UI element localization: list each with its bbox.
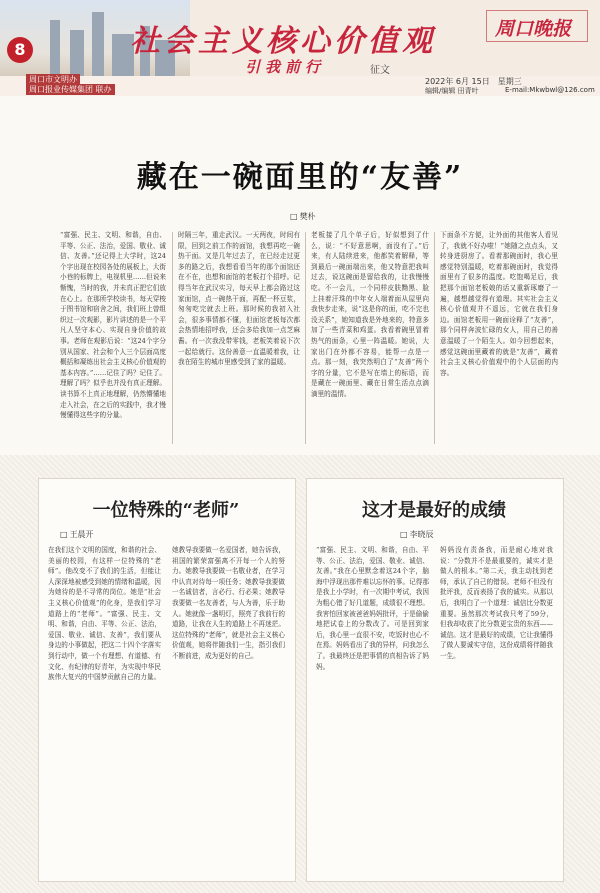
right-article-column-1: “富强、民主、文明、和谐，自由、平等、公正、法治，爱国、敬业、诚信、友善。”我在心里默念着这24个字，脑海中浮现出那件难以忘怀的事。记得那是我上小学时，有一次期中考试，我因为粗心错了好几道题，成绩很不理想。我害怕回家被爸爸妈妈批评，于是偷偷地把试卷上的分数改了。可是回到家后，我心里一直很不安，吃饭时也心不在焉。妈妈看出了我的异样，问我怎么了。我最终还是把事情的真相告诉了妈妈。 [316, 546, 429, 671]
column-title: 社会主义核心价值观 [130, 24, 436, 59]
issue-date: 2022年 6月 15日 星期三 [425, 77, 522, 86]
main-article-column-3: 老板接了几个单子后，好似想到了什么，说：“不好意思啊，面没有了。”后来，有人陆续进来，他都笑着解释，等到最后一碗面端出来，他又特意把我叫过去，说这碗面是留给我的，让我慢慢吃。不一会儿，一个同样皮肤黝黑、脸上挂着汗珠的中年女人端着面从屋里向我快步走来，说“这是你的面，吃不完也没关系”，她知道我是外地来的，特意多加了一些青菜和鸡蛋。我看着碗里冒着热气的面条，心里一阵温暖。她说，大家出门在外都不容易，能帮一点是一点。那一刻，我突然明白了“友善”两个字的分量，它不是写在墙上的标语，而是藏在一碗面里、藏在日常生活点点滴滴里的温情。 [311, 231, 429, 398]
right-article-title: 这才是最好的成绩 [362, 500, 506, 521]
page-header [0, 0, 600, 96]
photo-caption-1: 周口市文明办 [26, 74, 80, 85]
column-author: 征文 [370, 65, 390, 76]
photo-caption-2: 周口报业传媒集团 联办 [26, 84, 115, 95]
column-subtitle: 引我前行 [245, 58, 326, 76]
main-article-column-4: 下面条不方便，让外面的其他客人看见了，我就不好办啦！”她随之点点头，又转身进厨房了。看着那碗面时，我心里感觉特别温暖，吃着那碗面时，我觉得面里有了很多的温度。吃饱喝足后，我把那个面馆老板娘的话又重新琢磨了一遍，越想越觉得有道理。其实社会主义核心价值观并不遥远，它就在我们身边。面馆老板用一碗面诠释了“友善”，那个同样奔波忙碌的女人，用自己的善意温暖了一个陌生人。如今回想起来，感觉这碗面里藏着的就是“友善”，藏着社会主义核心价值观中的个人层面的内容。 [440, 231, 558, 377]
newspaper-logo: 周口晚报 [495, 18, 572, 40]
column-divider [172, 232, 173, 444]
main-article-byline: □ 樊朴 [290, 211, 316, 222]
column-divider [434, 232, 435, 444]
right-article-byline: □ 李晓辰 [400, 529, 434, 540]
main-article-title: 藏在一碗面里的“友善” [136, 160, 464, 195]
editors-line: 编辑/编辑 田青叶 [425, 87, 479, 95]
left-article-byline: □ 王晨开 [60, 529, 94, 540]
right-article-column-2: 妈妈没有责备我，而是耐心地对我说：“分数并不是最重要的，诚实才是做人的根本。”第二天，我主动找到老师，承认了自己的错误。老师不但没有批评我，反而表扬了我的诚实。从那以后，我明白了一个道理：诚信比分数更重要。虽然那次考试我只考了59分，但我却收获了比分数更宝贵的东西——诚信。这才是最好的成绩，它让我懂得了做人要诚实守信，这份成绩将伴随我一生。 [440, 546, 553, 660]
main-article-column-2: 时隔三年，重走武汉。一天两夜，时间有限，回到之前工作的面馆，我想再吃一碗热干面。又是几年过去了，在已经走过更多的路之后，我想看看当年的那个面馆还在不在，也想和面馆的老板打个招呼。记得当年在武汉实习，每天早上都会路过这家面馆，点一碗热干面，再配一杯豆浆，匆匆吃完就去上班。那时候的我初入社会，很多事情都不懂，但面馆老板每次都会热情地招呼我，还会多给我加一点芝麻酱。有一次我没带零钱，老板笑着说下次一起给就行。这份善意一直温暖着我，让我在陌生的城市里感受到了家的温暖。 [178, 231, 300, 367]
left-article-column-1: 在我们这个文明的国度，和谐的社会、美丽的校园，有这样一位特殊的“老师”。他改变不了我们的生活，但能让人深深地被感受到她的情绪和温暖，因为她待的是不寻常的岗位。她是“社会主义核心价值观”的化身，是我们学习道路上的“老师”。“富强、民主、文明、和谐，自由、平等、公正、法治，爱国、敬业、诚信、友善”，我们要从身边的小事做起，把这二十四个字落实到行动中，做一个有理想、有道德、有文化、有纪律的好青年，为实现中华民族伟大复兴的中国梦贡献自己的力量。 [48, 546, 161, 682]
page-number: 8 [7, 37, 33, 63]
left-article-title: 一位特殊的“老师” [92, 500, 240, 521]
left-article-column-2: 她教导我要做一名爱国者，她告诉我，祖国的繁荣富强离不开每一个人的努力。她教导我要做一名敬业者，在学习中认真对待每一项任务；她教导我要做一名诚信者，言必行、行必果；她教导我要做一名友善者，与人为善，乐于助人。她就像一盏明灯，照亮了我前行的道路，让我在人生的道路上不再迷茫。这位特殊的“老师”，就是社会主义核心价值观，她将伴随我们一生，指引我们不断前进，成为更好的自己。 [172, 546, 285, 660]
column-divider [305, 232, 306, 444]
main-article-column-1: “富强、民主、文明、和谐，自由、平等、公正、法治，爱国、敬业、诚信、友善。”还记得上大学时，这24个字出现在校园各处的展板上，大街小巷的标牌上，电视机里……但说来惭愧，当时的我，并未真正把它们放在心上。在那所学校读书，每天穿梭于图书馆和宿舍之间，我们班上曾组织过一次观影，影片讲述的是一个平凡人坚守本心、实现自身价值的故事。老师在观影后说：“这24个字分别从国家、社会和个人三个层面高度概括和凝练出社会主义核心价值观的基本内容。”……记住了吗？记住了。理解了吗？似乎也并没有真正理解。读书算不上真正地理解，仍然懵懂地走入社会，在之后的实践中，我才慢慢懂得这些字的分量。 [60, 231, 166, 420]
email-line: E-mail:Mkwbwl@126.com [505, 86, 595, 94]
